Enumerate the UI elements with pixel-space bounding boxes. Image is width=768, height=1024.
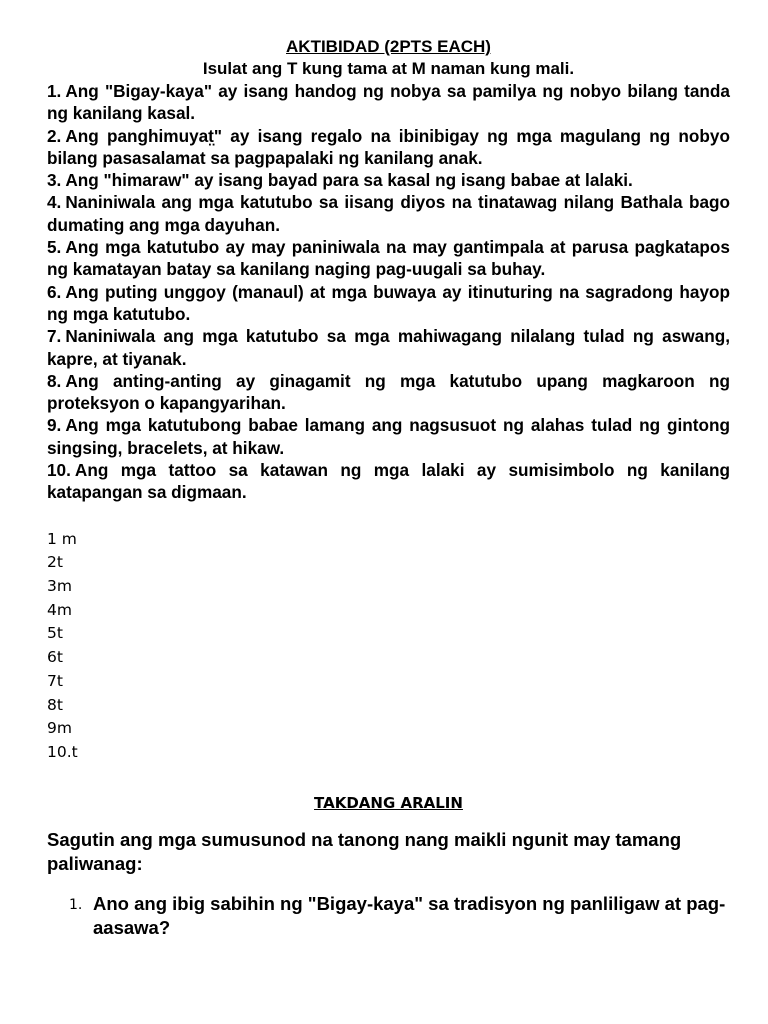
document-page	[47, 36, 730, 940]
answer-line: 7t	[47, 671, 63, 690]
homework-questions-list	[47, 892, 730, 940]
activity-item	[47, 191, 730, 236]
homework-question	[47, 892, 730, 940]
item-number: 5.	[47, 237, 62, 258]
answer-line: 1 m	[47, 529, 77, 548]
item-number: 10.	[47, 460, 71, 481]
answer-line: 5t	[47, 624, 63, 643]
homework-instruction: Sagutin ang mga sumusunod na tanong nang maikli ngunit may tamang paliwanag:	[47, 828, 682, 874]
item-text: Ang mga katutubong babae lamang ang nagsusuot ng alahas tulad ng gintong singsing, bracelets, at hikaw.	[47, 415, 730, 458]
activity-item	[47, 325, 730, 370]
answer-line: 8t	[47, 695, 63, 714]
question-number: 1.	[69, 896, 83, 913]
item-number: 8.	[47, 370, 62, 391]
activity-item	[47, 169, 730, 191]
item-text: Ang mga tattoo sa katawan ng mga lalaki ay sumisimbolo ng kanilang katapangan sa digmaan.	[47, 460, 730, 503]
item-number: 4.	[47, 192, 62, 213]
answer-key-list	[47, 528, 730, 765]
activity-items-list	[47, 80, 730, 504]
activity-item	[47, 370, 730, 415]
item-text: Ang mga katutubo ay may paniniwala na may gantimpala at parusa pagkatapos ng kamatayan batay sa kanilang naging pag-uugali sa buhay.	[47, 237, 730, 280]
item-text: Naniniwala ang mga katutubo sa mga mahiwagang nilalang tulad ng aswang, kapre, at tiyanak.	[47, 326, 730, 369]
answer-line: 2t	[47, 553, 63, 572]
item-number: 6.	[47, 281, 62, 302]
answer-line: 3m	[47, 577, 72, 596]
activity-item	[47, 125, 730, 170]
item-text: Ang puting unggoy (manaul) at mga buwaya ay itinuturing na sagradong hayop ng mga katutubo.	[47, 281, 730, 324]
activity-item	[47, 80, 730, 125]
item-text: Ang "himaraw" ay isang bayad para sa kasal ng isang babae at lalaki.	[65, 170, 633, 191]
item-number: 7.	[47, 326, 62, 347]
answer-line: 10.t	[47, 742, 78, 761]
item-number: 3.	[47, 170, 62, 191]
item-text: Ang anting-anting ay ginagamit ng mga katutubo upang magkaroon ng proteksyon o kapangyarihan.	[47, 370, 730, 414]
item-number: 2.	[47, 125, 62, 146]
homework-title: TAKDANG ARALIN	[314, 793, 463, 812]
activity-item	[47, 414, 730, 459]
activity-title: AKTIBIDAD (2PTS EACH)	[286, 37, 491, 56]
item-text: Ang "Bigay-kaya" ay isang handog ng nobya sa pamilya ng nobyo bilang tanda ng kanilang kasal.	[47, 81, 730, 124]
answer-line: 4m	[47, 600, 72, 619]
answer-line: 6t	[47, 648, 63, 667]
activity-item	[47, 236, 730, 281]
item-number: 9.	[47, 415, 62, 436]
activity-item	[47, 459, 730, 504]
question-text: Ano ang ibig sabihin ng "Bigay-kaya" sa tradisyon ng panliligaw at pag-aasawa?	[93, 892, 726, 938]
activity-instruction: Isulat ang T kung tama at M naman kung mali.	[202, 59, 575, 78]
item-text: Naniniwala ang mga katutubo sa iisang diyos na tinatawag nilang Bathala bago dumating ang mga dayuhan.	[47, 192, 730, 235]
answer-line: 9m	[47, 719, 72, 738]
activity-item	[47, 281, 730, 326]
item-text: Ang panghimuyat̤" ay isang regalo na ibinibigay ng mga magulang ng nobyo bilang pasasalamat sa pagpapalaki ng kanilang anak.	[47, 125, 730, 168]
item-number: 1.	[47, 81, 62, 101]
